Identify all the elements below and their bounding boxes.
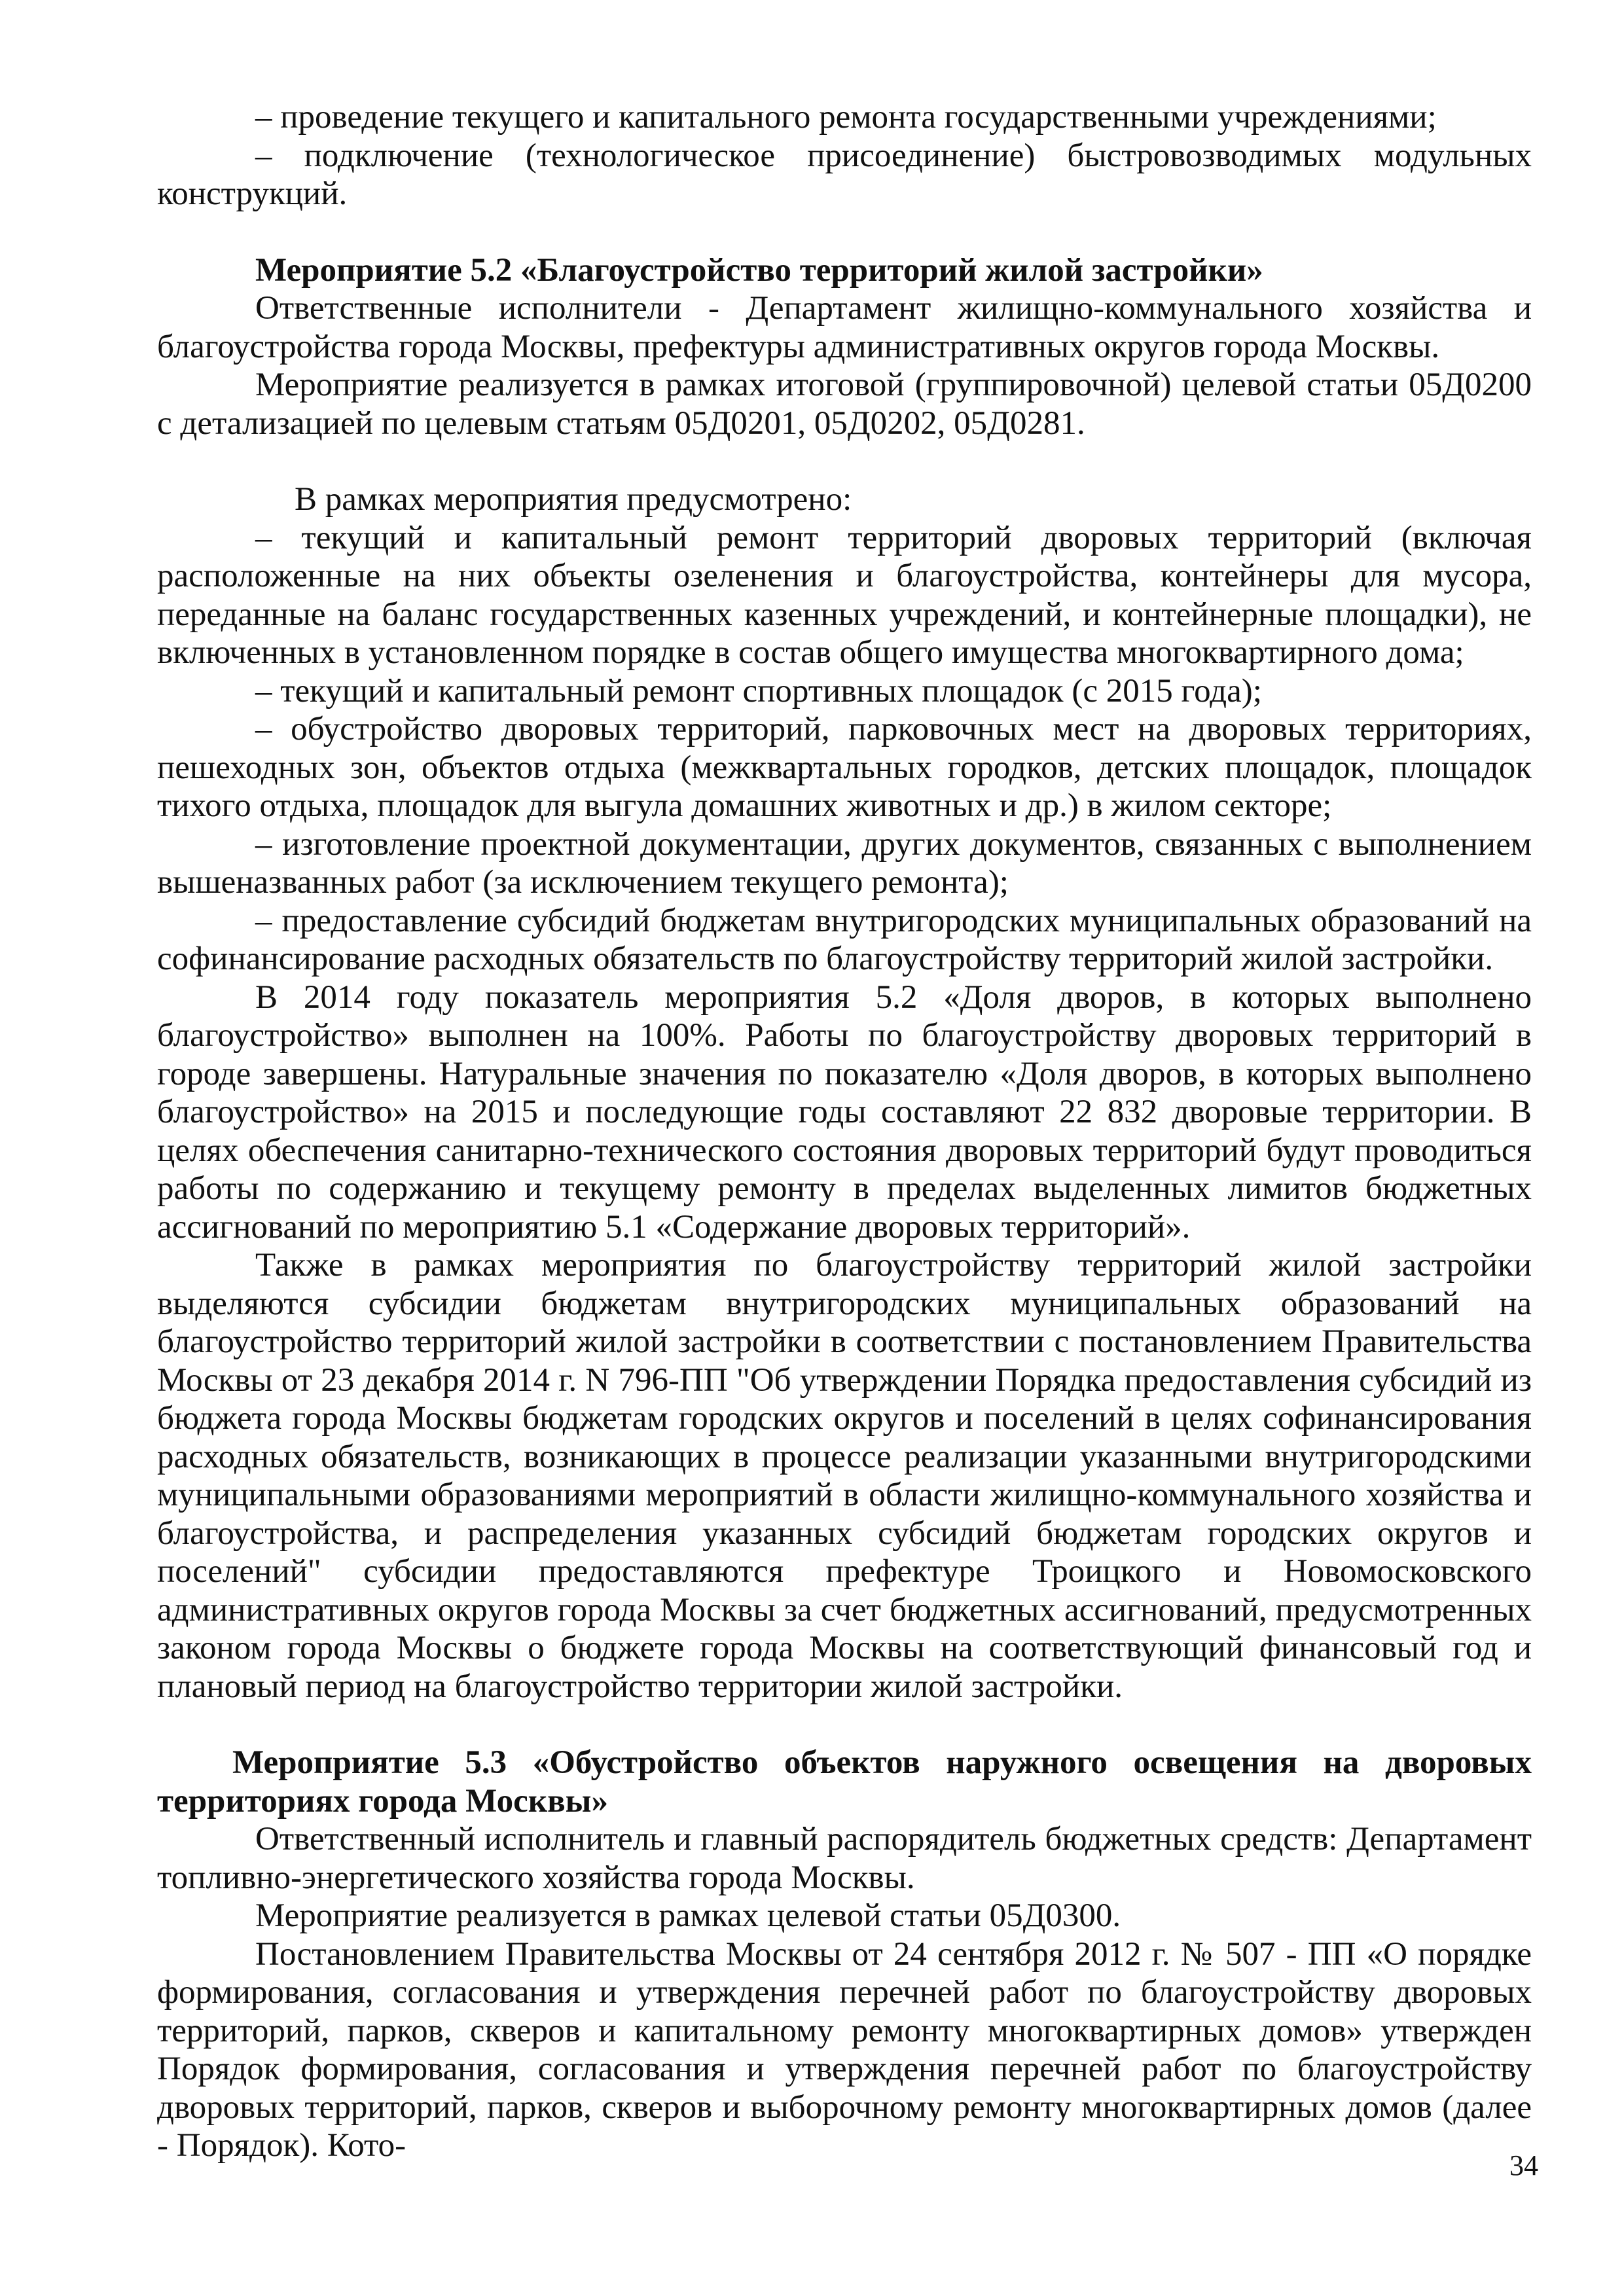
spacer xyxy=(157,213,1532,251)
section-5-2-heading: Мероприятие 5.2 «Благоустройство территорий жилой застройки» xyxy=(255,251,1263,289)
section-5-2-indicator: В 2014 году показатель мероприятия 5.2 «Доля дворов, в которых выполнено благоустройство» выполнен на 100%. Работы по благоустройству дворовых территорий в городе завершены. Натуральные значения по показателю «Доля дворов, в которых выполнено благоустройство» на 2015 и последующие годы составляют 22 832 дворовые территории. В целях обеспечения санитарно-технического состояния дворовых территорий будут проводиться работы по содержанию и текущему ремонту в пределах выделенных лимитов бюджетных ассигнований по мероприятию 5.1 «Содержание дворовых территорий». xyxy=(157,978,1532,1246)
spacer xyxy=(157,1706,1532,1744)
document-page xyxy=(157,98,1532,2165)
spacer xyxy=(157,442,1532,480)
list-item: – текущий и капитальный ремонт спортивных площадок (с 2015 года); xyxy=(255,672,1262,709)
bullet-repair: – проведение текущего и капитального ремонта государственными учреждениями; xyxy=(255,99,1437,135)
section-5-2-responsible: Ответственные исполнители - Департамент жилищно-коммунального хозяйства и благоустройства города Москвы, префектуры административных округов города Москвы. xyxy=(157,290,1532,365)
section-5-2-intro: В рамках мероприятия предусмотрено: xyxy=(295,481,852,518)
list-item: – текущий и капитальный ремонт территорий дворовых территорий (включая расположенные на них объекты озеленения и благоустройства, контейнеры для мусора, переданные на баланс государственных казенных учреждений, и контейнерные площадки), не включенных в установленном порядке в состав общего имущества многоквартирного дома; xyxy=(157,519,1532,671)
section-5-2-subsidies: Также в рамках мероприятия по благоустройству территорий жилой застройки выделяются субсидии бюджетам внутригородских муниципальных образований на благоустройство территорий жилой застройки в соответствии с постановлением Правительства Москвы от 23 декабря 2014 г. N 796-ПП "Об утверждении Порядка предоставления субсидий из бюджета города Москвы бюджетам городских округов и поселений в целях софинансирования расходных обязательств, возникающих в процессе реализации указанными внутригородскими муниципальными образованиями мероприятий в области жилищно-коммунального хозяйства и благоустройства, и распределения указанных субсидий бюджетам городских округов и поселений" субсидии предоставляются префектуре Троицкого и Новомосковского административных округов города Москвы за счет бюджетных ассигнований, предусмотренных законом города Москвы о бюджете города Москвы на соответствующий финансовый год и плановый период на благоустройство территории жилой застройки. xyxy=(157,1247,1532,1705)
list-item: – предоставление субсидий бюджетам внутригородских муниципальных образований на софинансирование расходных обязательств по благоустройству территорий жилой застройки. xyxy=(157,902,1532,977)
list-item: – изготовление проектной документации, других документов, связанных с выполнением вышеназванных работ (за исключением текущего ремонта); xyxy=(157,825,1532,901)
section-5-3-heading: Мероприятие 5.3 «Обустройство объектов наружного освещения на дворовых территориях города Москвы» xyxy=(157,1744,1532,1820)
section-5-3-resolution: Постановлением Правительства Москвы от 24 сентября 2012 г. № 507 - ПП «О порядке формирования, согласования и утверждения перечней работ по благоустройству дворовых территорий, парков, скверов и капитальному ремонту многоквартирных домов» утвержден Порядок формирования, согласования и утверждения перечней работ по благоустройству дворовых территорий, парков, скверов и выборочному ремонту многоквартирных домов (далее - Порядок). Кото- xyxy=(157,1935,1532,2164)
section-5-2-budget-article: Мероприятие реализуется в рамках итоговой (группировочной) целевой статьи 05Д0200 с детализацией по целевым статьям 05Д0201, 05Д0202, 05Д0281. xyxy=(157,367,1532,442)
section-5-3-budget-article: Мероприятие реализуется в рамках целевой статьи 05Д0300. xyxy=(255,1897,1121,1934)
section-5-3-responsible: Ответственный исполнитель и главный распорядитель бюджетных средств: Департамент топливно-энергетического хозяйства города Москвы. xyxy=(157,1821,1532,1896)
page-number: 34 xyxy=(1509,2149,1538,2181)
list-item: – обустройство дворовых территорий, парковочных мест на дворовых территориях, пешеходных зон, объектов отдыха (межквартальных городков, детских площадок, площадок тихого отдыха, площадок для выгула домашних животных и др.) в жилом секторе; xyxy=(157,711,1532,824)
bullet-modular: – подключение (технологическое присоединение) быстровозводимых модульных конструкций. xyxy=(157,137,1532,212)
